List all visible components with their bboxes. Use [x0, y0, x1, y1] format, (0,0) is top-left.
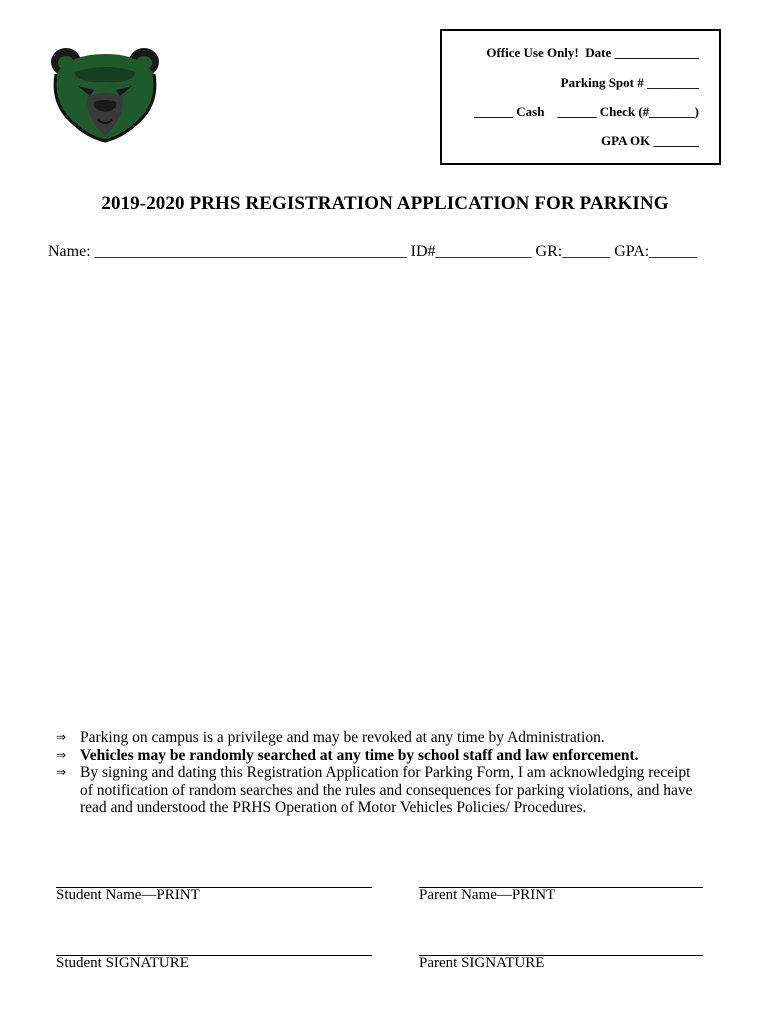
- list-item: [56, 729, 696, 747]
- bullet-text: Parking on campus is a privilege and may be revoked at any time by Administration.: [80, 729, 605, 746]
- list-item: [56, 764, 696, 817]
- bullet-text: Vehicles may be randomly searched at any time by school staff and law enforcement.: [80, 746, 639, 764]
- office-date-line: Office Use Only! Date _____________: [486, 45, 699, 60]
- parent-signature-label: Parent SIGNATURE: [419, 955, 545, 971]
- bullet-list: [56, 729, 696, 817]
- student-name-label: Student Name—PRINT: [56, 887, 200, 903]
- office-use-box: [440, 29, 721, 165]
- parking-spot-line: Parking Spot # ________: [560, 75, 699, 90]
- page-title: 2019-2020 PRHS REGISTRATION APPLICATION FOR PARKING: [101, 193, 669, 214]
- gpa-ok-line: GPA OK _______: [601, 133, 699, 148]
- bear-logo-icon: [44, 44, 166, 144]
- student-signature-label: Student SIGNATURE: [56, 955, 189, 971]
- double-arrow-icon: ⇒: [56, 730, 67, 744]
- double-arrow-icon: ⇒: [56, 747, 67, 762]
- payment-line: ______ Cash ______ Check (#_______): [474, 104, 699, 119]
- bullet-text: By signing and dating this Registration Application for Parking Form, I am acknowledging receipt of notification of random searches and the rules and consequences for parking violations, and have read and understood the PRHS Operation of Motor Vehicles Policies/ Procedures.: [80, 764, 693, 816]
- name-id-grade-gpa-line: Name: _______________________________________ ID#____________ GR:______ GPA:______: [48, 243, 698, 260]
- list-item: [56, 747, 696, 765]
- double-arrow-icon: ⇒: [56, 765, 67, 779]
- parent-name-label: Parent Name—PRINT: [419, 887, 556, 903]
